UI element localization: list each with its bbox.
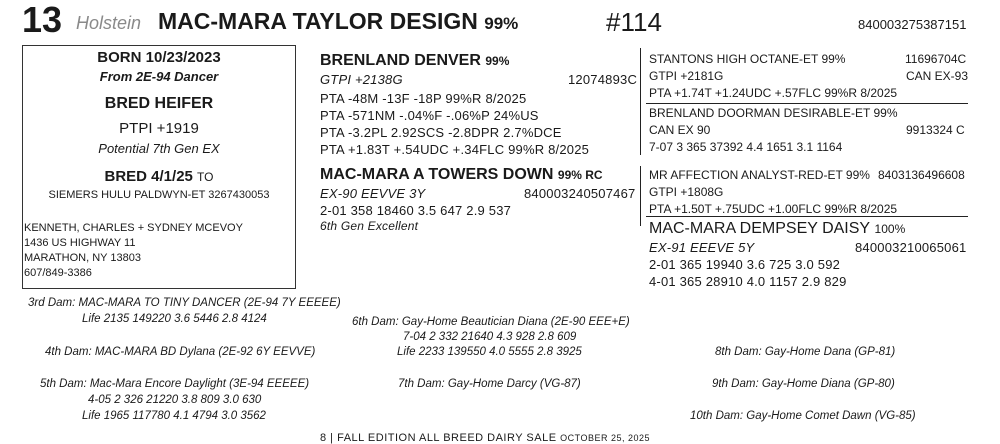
- dam-dam-name-text: MAC-MARA DEMPSEY DAISY: [649, 220, 871, 237]
- dam-sire-gtpi: GTPI +1808G: [649, 185, 724, 199]
- animal-name: [158, 8, 518, 35]
- dam5-record-1: 4-05 2 326 21220 3.8 809 3.0 630: [88, 394, 262, 406]
- sire-sire-pta: PTA +1.74T +1.24UDC +.57FLC 99%R 8/2025: [649, 86, 898, 100]
- dam-dam-record-1: 2-01 365 19940 3.6 725 3.0 592: [649, 257, 841, 272]
- potential: Potential 7th Gen EX: [98, 141, 220, 156]
- sire-pta-3: PTA -3.2PL 2.92SCS -2.8DPR 2.7%DCE: [320, 125, 562, 140]
- dam8-name: 8th Dam: Gay-Home Dana (GP-81): [715, 346, 896, 358]
- sire-sire-gtpi: GTPI +2181G: [649, 69, 724, 83]
- sire-sire-name: STANTONS HIGH OCTANE-ET 99%: [649, 52, 846, 66]
- dam-class: EX-90 EEVVE 3Y: [320, 186, 426, 201]
- dam9-name: 9th Dam: Gay-Home Diana (GP-80): [712, 378, 895, 390]
- ptpi: PTPI +1919: [119, 120, 199, 137]
- dam3-name: 3rd Dam: MAC-MARA TO TINY DANCER (2E-94 7Y EEEEE): [28, 297, 341, 309]
- divider-horizontal-2: [646, 216, 968, 217]
- dam-name-text: MAC-MARA A TOWERS DOWN: [320, 166, 554, 183]
- footer-text: 8 | FALL EDITION ALL BREED DAIRY SALE: [320, 432, 557, 444]
- owner: KENNETH, CHARLES + SYDNEY MCEVOY: [24, 222, 243, 234]
- sire-name-text: BRENLAND DENVER: [320, 52, 481, 69]
- divider-horizontal: [646, 103, 968, 104]
- dam-pct: 99% RC: [557, 168, 603, 182]
- sire-sire-reg: 11696704C: [905, 52, 967, 66]
- divider-vertical-2: [640, 166, 641, 226]
- dam-record: 2-01 358 18460 3.5 647 2.9 537: [320, 203, 512, 218]
- dam5-name: 5th Dam: Mac-Mara Encore Daylight (3E-94 EEEEE): [40, 378, 310, 390]
- sire-pct: 99%: [485, 54, 510, 68]
- animal-id: 840003275387151: [858, 17, 967, 32]
- footer: [320, 432, 650, 444]
- dam5-record-2: Life 1965 117780 4.1 4794 3.0 3562: [82, 410, 266, 422]
- bred-to: TO: [197, 170, 214, 184]
- dam-dam-record-2: 4-01 365 28910 4.0 1157 2.9 829: [649, 274, 847, 289]
- dam-dam-class: EX-91 EEEVE 5Y: [649, 240, 755, 255]
- from-dam: From 2E-94 Dancer: [99, 69, 219, 84]
- dam-sire-pta: PTA +1.50T +.75UDC +1.00FLC 99%R 8/2025: [649, 202, 898, 216]
- dam7-name: 7th Dam: Gay-Home Darcy (VG-87): [398, 378, 581, 390]
- status: BRED HEIFER: [104, 95, 214, 112]
- sire-gtpi: GTPI +2138G: [320, 72, 403, 87]
- sire-reg: 12074893C: [568, 72, 638, 87]
- info-box: [22, 45, 296, 289]
- bred-sire: SIEMERS HULU PALDWYN-ET 3267430053: [48, 189, 270, 201]
- dam-dam-pct: 100%: [874, 222, 906, 236]
- animal-name-pct: 99%: [484, 14, 519, 33]
- bred-date-text: BRED 4/1/25: [104, 168, 193, 185]
- address-line-1: 1436 US HIGHWAY 11: [24, 237, 136, 249]
- lot-number: 13: [22, 0, 63, 40]
- breed-label: Holstein: [76, 13, 142, 33]
- sire-sire-class: CAN EX-93: [906, 69, 969, 83]
- dam4-name: 4th Dam: MAC-MARA BD Dylana (2E-92 6Y EEVVE): [45, 346, 316, 358]
- sire-dam-name: BRENLAND DOORMAN DESIRABLE-ET 99%: [649, 106, 898, 120]
- dam-dam-name: [649, 220, 905, 238]
- sire-dam-class: CAN EX 90: [649, 123, 711, 137]
- dam-sire-name: MR AFFECTION ANALYST-RED-ET 99%: [649, 168, 870, 182]
- sire-pta-2: PTA -571NM -.04%F -.06%P 24%US: [320, 108, 539, 123]
- dam-name: [320, 166, 603, 184]
- dam-sire-reg: 8403136496608: [878, 168, 965, 182]
- dam-dam-reg: 840003210065061: [855, 240, 967, 255]
- sire-dam-reg: 9913324 C: [906, 123, 965, 137]
- dam3-record: Life 2135 149220 3.6 5446 2.8 4124: [82, 313, 267, 325]
- divider-vertical: [640, 48, 641, 155]
- bred-date: [23, 168, 295, 185]
- footer-date: OCTOBER 25, 2025: [560, 433, 650, 443]
- dam6-record-1: 7-04 2 332 21640 4.3 928 2.8 609: [403, 331, 577, 343]
- phone: 607/849-3386: [24, 267, 92, 279]
- dam6-name: 6th Dam: Gay-Home Beautician Diana (2E-90 EEE+E): [352, 316, 630, 328]
- born-date: BORN 10/23/2023: [97, 49, 221, 66]
- dam6-record-2: Life 2233 139550 4.0 5555 2.8 3925: [397, 346, 582, 358]
- dam-gen: 6th Gen Excellent: [320, 219, 419, 233]
- sire-name: [320, 52, 509, 70]
- sire-dam-record: 7-07 3 365 37392 4.4 1651 3.1 1164: [649, 140, 843, 154]
- sire-pta-1: PTA -48M -13F -18P 99%R 8/2025: [320, 91, 527, 106]
- animal-name-text: MAC-MARA TAYLOR DESIGN: [158, 8, 478, 34]
- address-line-2: MARATHON, NY 13803: [24, 252, 141, 264]
- dam10-name: 10th Dam: Gay-Home Comet Dawn (VG-85): [690, 410, 916, 422]
- catalog-number: #114: [606, 7, 662, 37]
- sire-pta-4: PTA +1.83T +.54UDC +.34FLC 99%R 8/2025: [320, 142, 590, 157]
- dam-reg: 840003240507467: [524, 186, 636, 201]
